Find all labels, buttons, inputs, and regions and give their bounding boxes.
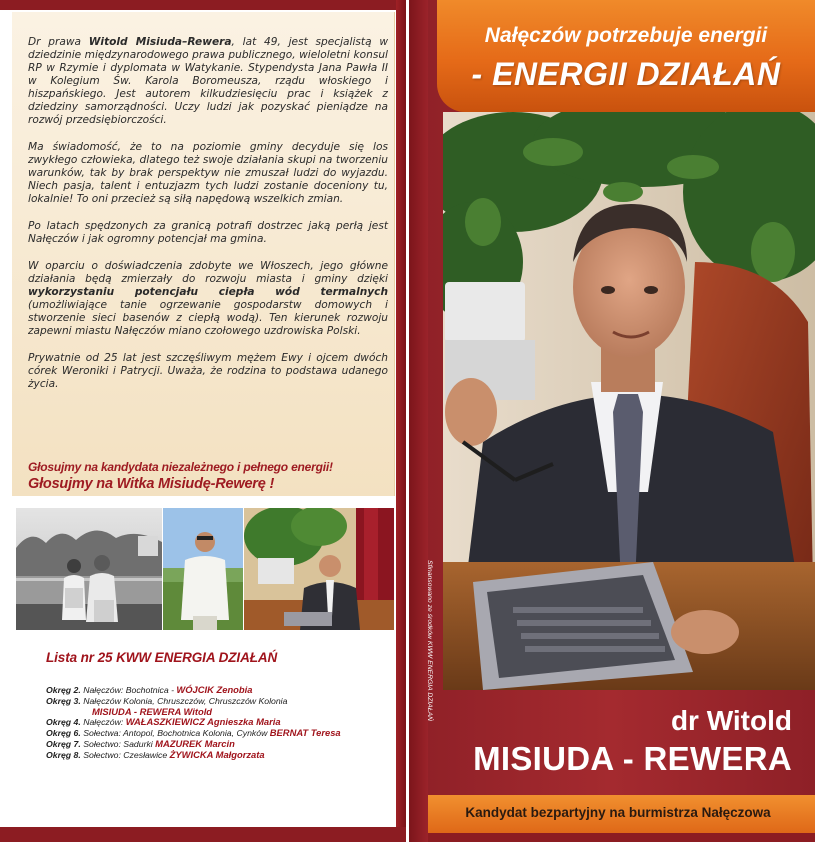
candidate-name: WÓJCIK Zenobia xyxy=(176,684,253,695)
district-area: Sołectwo: Czesławice xyxy=(83,749,170,760)
candidate-bio xyxy=(28,36,388,405)
district-number: Okręg 6. xyxy=(46,728,81,739)
bio-text: (umożliwiające tanie ogrzewanie gospodarstw domowych i stworzenie sieci basenów z ciepłą wodą). Ten kierunek rozwoju zapewni miastu Nałęczów miano czołowego uzdrowiska Polski. xyxy=(28,299,388,337)
subtitle-banner xyxy=(428,795,815,833)
slogan-line-1: Nałęczów potrzebuje energii xyxy=(484,24,768,47)
candidate-name-heading: MISIUDA - REWERA xyxy=(473,740,792,777)
district-candidates xyxy=(46,685,396,761)
candidate-portrait xyxy=(443,112,815,690)
district-number: Okręg 2. xyxy=(46,685,81,695)
bio-text: Ma świadomość, że to na poziomie gminy decyduje się los zwykłego człowieka, dlatego też swoje działania skupi na tworzeniu warunków, tak by brak perspektyw nie zmuszał ludzi do wyjazdu. Niech pasja, talent i entuzjazm tych ludzi zostanie doceniony tu, lokalnie! To oni przecież są siłą napędową wszelkich zmian. xyxy=(28,141,388,205)
district-area: Sołectwo: Sadurki xyxy=(83,738,156,749)
candidate-subtitle: Kandydat bezpartyjny na burmistrza Nałęczowa xyxy=(465,805,771,820)
bio-emphasis: wykorzystaniu potencjału ciepła wód termalnych xyxy=(28,286,388,298)
bio-paragraph xyxy=(28,352,388,391)
couple-photo xyxy=(16,508,162,630)
district-row xyxy=(46,750,396,761)
top-border xyxy=(0,0,406,10)
candidate-name: BERNAT Teresa xyxy=(269,727,341,739)
bottom-border xyxy=(0,827,406,842)
bio-paragraph xyxy=(28,260,388,338)
district-number: Okręg 7. xyxy=(46,738,81,749)
bio-text: Po latach spędzonych za granicą potrafi dostrzec jaką perłą jest Nałęczów i jak ogromny potencjał ma gmina. xyxy=(28,220,388,245)
leaflet-back-page xyxy=(0,0,406,842)
bottom-border xyxy=(428,833,815,842)
district-area: Nałęczów: Bochotnica - xyxy=(83,685,177,695)
district-number: Okręg 4. xyxy=(46,717,81,728)
bio-paragraph xyxy=(28,141,388,206)
district-row xyxy=(46,717,396,728)
fold-border xyxy=(396,0,406,842)
voting-appeal xyxy=(28,460,388,492)
candidate-name: MISIUDA - REWERA Witold xyxy=(92,705,213,717)
bio-text: Prywatnie od 25 lat jest szczęśliwym mężem Ewy i ojcem dwóch córek Weroniki i Patrycji. Uważa, że rodzina to podstawa udanego życia. xyxy=(28,352,388,390)
leaflet-cover-page xyxy=(406,0,815,842)
bio-emphasis: Witold Misiuda–Rewera xyxy=(88,36,232,48)
district-area: Nałęczów Kolonia, Chruszczów, Chruszczów Kolonia xyxy=(83,695,288,706)
outdoor-photo xyxy=(163,508,243,630)
bio-paragraph xyxy=(28,220,388,246)
list-title: Lista nr 25 KWW ENERGIA DZIAŁAŃ xyxy=(46,650,278,665)
appeal-line-2: Głosujmy na Witka Misiudę-Rewerę ! xyxy=(28,476,275,492)
district-number: Okręg 8. xyxy=(46,749,81,760)
bio-text: W oparciu o doświadczenia zdobyte we Włoszech, jego główne działania będą zmierzały do rozwoju miasta i gminy dzięki xyxy=(28,260,388,285)
district-area: Nałęczów: xyxy=(83,717,126,728)
financing-note-text: Sfinansowano ze środków KWW ENERGIA DZIAŁAŃ xyxy=(426,560,433,722)
candidate-name: ŻYWICKA Małgorzata xyxy=(169,748,265,760)
office-photo xyxy=(244,508,394,630)
bio-text: Dr prawa xyxy=(28,36,89,48)
candidate-name: WAŁASZKIEWICZ Agnieszka Maria xyxy=(125,716,281,728)
appeal-line-1: Głosujmy na kandydata niezależnego i pełnego energii! xyxy=(28,460,333,474)
candidate-title: dr Witold xyxy=(670,705,792,736)
district-number: Okręg 3. xyxy=(46,695,81,706)
district-area: Sołectwa: Antopol, Bochotnica Kolonia, Cynków xyxy=(83,728,270,739)
bio-paragraph xyxy=(28,36,388,127)
slogan-line-2: - ENERGII DZIAŁAŃ xyxy=(471,56,781,92)
candidate-name: MAZUREK Marcin xyxy=(155,737,235,749)
bio-text: , lat 49, jest specjalistą w dziedzinie międzynarodowego prawa publicznego, wieloletni konsul RP w Rzymie i dyplomata w Watykanie. Stypendysta Jana Pawła II w Kolegium Św. Karola Boromeusza, rządu włoskiego i hiszpańskiego. Jest autorem kilkudziesięciu prac i książek z dziedziny samorządności. Uczy ludzi jak pozyskać pieniądze na rozwój przedsiębiorczości. xyxy=(28,36,388,126)
district-row xyxy=(46,685,396,696)
slogan-banner xyxy=(437,0,815,112)
